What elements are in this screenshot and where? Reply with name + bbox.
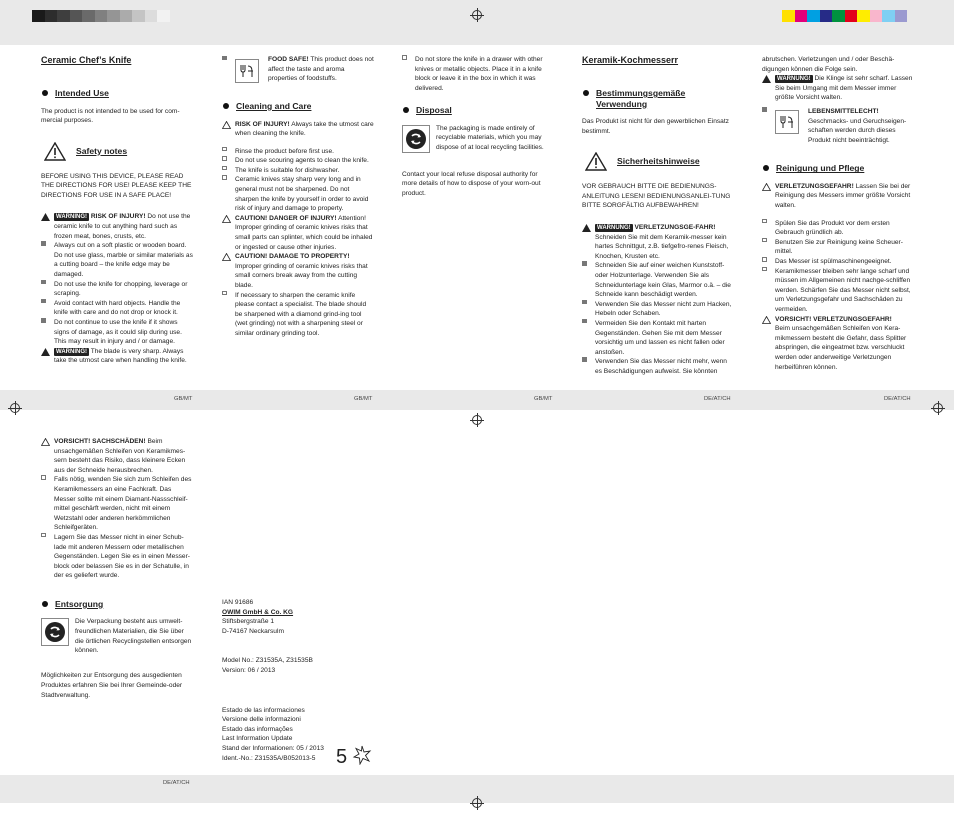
cleaning-list-de	[762, 219, 914, 315]
version: Version: 06 / 2013	[222, 666, 276, 674]
risk-text: Schneiden Sie mit dem Keramik-messer kein hartes Schnittgut, z.B. tiefgefro-renes Fleisch, Knochen, Krusten etc.	[595, 233, 729, 260]
safety-list	[41, 241, 193, 347]
food-safe-text: This product does not affect the taste and aroma properties of foodstuffs.	[268, 56, 374, 83]
risk-text: Lassen Sie bei der Reinigung des Messers immer größte Vorsicht walten.	[775, 182, 911, 210]
caution-text-de: Beim unsachgemäßen Schleifen von Kera-mikmessern besteht die Gefahr, dass Splitter abspringen, die eingeatmet bzw. verschluckt werden oder anderweitige Verletzungen herbeiführen können.	[775, 325, 907, 371]
color-swatch	[870, 10, 883, 22]
risk-label: VERLETZUNGSGEFAHR!	[775, 182, 854, 190]
risk-block-de	[762, 182, 914, 211]
top-band	[0, 0, 954, 45]
column-6	[41, 437, 193, 708]
color-swatch	[32, 10, 45, 22]
caution-sach-text: Beim unsachgemäßen Schleifen von Keramikmes-sern besteht das Risiko, dass kleinere Ecken aus der Schneide herausbrechen.	[54, 438, 186, 474]
food-label-de: LEBENSMITTELECHT!	[808, 107, 879, 115]
company-street: Stiftsbergstraße 1	[222, 618, 275, 626]
info-line: Estado de las informaciones	[222, 706, 305, 714]
continued-text: abrutschen. Verletzungen und / oder Beschä-digungen können die Folge sein.	[762, 56, 895, 73]
color-swatch	[57, 10, 70, 22]
warning-outline-icon	[222, 215, 231, 223]
list-item: Do not use scouring agents to clean the knife.	[222, 156, 374, 166]
warning-small-icon	[582, 224, 591, 232]
bestimmung-text: Das Produkt ist nicht für den gewerblichen Einsatz bestimmt.	[582, 118, 729, 135]
food-block-de	[762, 107, 914, 145]
storage-list	[402, 55, 554, 93]
warning-badge: WARNUNG!	[777, 76, 811, 83]
entsorgung-text: Die Verpackung besteht aus umwelt-freundlichen Materialien, die Sie über die örtlichen Recyclingstellen entsorgen können.	[75, 618, 192, 655]
safety-heading-row	[41, 140, 193, 166]
list-item: The knife is suitable for dishwasher.	[222, 166, 374, 176]
registration-mark-top	[472, 10, 482, 20]
info-line: Ident.-No.: Z31535A/B052013-5	[222, 754, 316, 762]
warning-blade-block-de	[762, 74, 914, 103]
warning-outline-icon	[222, 121, 231, 129]
column-4	[582, 55, 734, 376]
list-item: Lagern Sie das Messer nicht in einer Schub-lade mit anderen Messern oder metallischen Gegenständen. Legen Sie es in einen Messer-block oder belassen Sie es in der Schatulle, in der es geliefert wurde.	[41, 533, 193, 581]
title-de: Keramik-Kochmesserr	[582, 55, 679, 65]
color-swatch	[45, 10, 58, 22]
color-swatch	[145, 10, 158, 22]
recycling-icon	[402, 125, 430, 153]
food-safe-label: FOOD SAFE!	[268, 56, 309, 63]
caution-injury-label: CAUTION! DANGER OF INJURY!	[235, 214, 337, 222]
warning-badge: WARNING!	[56, 214, 87, 221]
before-use-notice-de: VOR GEBRAUCH BITTE DIE BEDIENUNGS-ANLEITUNG LESEN! BEDIENUNGSANLEI-TUNG BITTE SORGFÄLTIG AUFBEWAHREN!	[582, 183, 731, 210]
sicherheit-heading-row	[582, 150, 734, 176]
color-swatch	[795, 10, 808, 22]
entsorgung-block	[41, 617, 193, 661]
warning-outline-icon	[41, 438, 50, 446]
caution-label-de: VORSICHT! VERLETZUNGSGEFAHR!	[775, 315, 892, 323]
list-item: Rinse the product before first use.	[222, 147, 374, 157]
food-text-de: Geschmacks- und Geruchseigen-schaften werden durch dieses Produkt nicht beeinträchtigt.	[808, 117, 907, 144]
contact-text: Contact your local refuse disposal authority for more details of how to dispose of your worn-out product.	[402, 170, 541, 198]
registration-mark-mid	[472, 415, 482, 425]
color-swatch	[157, 10, 170, 22]
registration-mark-left	[10, 403, 20, 413]
warning-outline-icon	[222, 253, 231, 261]
info-line: Last Information Update	[222, 735, 293, 743]
warning-blade-text: The blade is very sharp. Always take the utmost care when handling the knife.	[54, 347, 187, 365]
list-item: Ceramic knives stay sharp very long and in general must not be sharpened. Do not sharpen the knife by yourself in order to avoid risk of injury and damage to property.	[222, 175, 374, 213]
food-safe-block	[222, 55, 374, 85]
color-swatch	[857, 10, 870, 22]
warning-badge: WARNING!	[56, 348, 87, 355]
intended-text: The product is not intended to be used for com-mercial purposes.	[41, 107, 180, 125]
footer-label-3: GB/MT	[534, 396, 553, 402]
list-item: Vermeiden Sie den Kontakt mit harten Gegenständen. Gehen Sie mit dem Messer vorsichtig um und lassen es nicht fallen oder anstoßen.	[582, 319, 734, 357]
heading-reinigung: Reinigung und Pflege	[762, 163, 914, 174]
column-5	[762, 55, 914, 372]
footer-label-6: DE/AT/CH	[163, 780, 190, 786]
before-use-notice: BEFORE USING THIS DEVICE, PLEASE READ THE DIRECTIONS FOR USE! PLEASE KEEP THE DIRECTIONS FOR USE IN A SAFE PLACE!	[41, 172, 192, 199]
model-number: Model No.: Z31535A, Z31535B	[222, 657, 313, 665]
warning-small-icon	[41, 213, 50, 221]
title-en: Ceramic Chef’s Knife	[41, 55, 132, 65]
sharpen-list	[222, 291, 374, 339]
risk-label: VERLETZUNGSGE-FAHR!	[634, 223, 716, 231]
safety-list-de	[582, 261, 734, 376]
food-safe-icon	[235, 59, 259, 83]
list-item: Avoid contact with hard objects. Handle the knife with care and do not drop or knock it.	[41, 299, 193, 318]
list-item: Do not continue to use the knife if it shows signs of damage, as it could slip during use. This may result in injury and / or damage.	[41, 318, 193, 347]
warning-outline-icon	[762, 183, 771, 191]
warning-risk-block-de	[582, 223, 734, 261]
color-swatch	[95, 10, 108, 22]
color-swatch	[882, 10, 895, 22]
warning-blade-text-de: Die Klinge ist sehr scharf. Lassen Sie beim Umgang mit dem Messer immer größte Vorsicht walten.	[775, 75, 913, 102]
warning-small-icon	[41, 348, 50, 356]
footer-label-4: DE/AT/CH	[704, 396, 731, 402]
footer-label-1: GB/MT	[174, 396, 193, 402]
middle-band	[0, 390, 954, 410]
star-icon	[352, 745, 372, 765]
list-item: Falls nötig, wenden Sie sich zum Schleifen des Keramikmessers an eine Fachkraft. Das Messer sollte mit einem Diamant-Nassschleif-mittel geschärft werden, nicht mit einem Wetzstahl oder anderen herkömmlichen Schleifgeräten.	[41, 475, 193, 533]
list-item: Verwenden Sie das Messer nicht zum Hacken, Hebeln oder Schaben.	[582, 300, 734, 319]
heading-cleaning: Cleaning and Care	[222, 101, 374, 112]
caution-property-text: Improper grinding of ceramic knives risks that small corners break away from the cutting blade.	[235, 262, 368, 289]
disposal-text: The packaging is made entirely of recyclable materials, which you may dispose of at local recycling facilities.	[436, 124, 544, 152]
warning-triangle-icon	[44, 142, 66, 161]
caution-injury-block	[222, 214, 374, 252]
list-item: Do not store the knife in a drawer with other knives or metallic objects. Place it in a knife block or leave it in the box in which it was delivered.	[402, 55, 554, 93]
risk-text: Always take the utmost care when cleaning the knife.	[235, 120, 374, 138]
list-item: If necessary to sharpen the ceramic knife please contact a specialist. The blade should be sharpened with a diamond grind-ing tool (wet grinding) not with a sharpening steel or similar ordinary grinding tool.	[222, 291, 374, 339]
footer-label-5: DE/AT/CH	[884, 396, 911, 402]
warning-outline-icon	[762, 316, 771, 324]
list-item: Das Messer ist spülmaschinengeeignet.	[762, 257, 914, 267]
sicherheit-heading: Sicherheitshinweise	[617, 156, 700, 167]
heading-bestimmung: Bestimmungsgemäße Verwendung	[582, 88, 734, 109]
risk-label: RISK OF INJURY!	[90, 213, 146, 221]
footer-label-2: GB/MT	[354, 396, 373, 402]
heading-entsorgung: Entsorgung	[41, 599, 193, 610]
caution-injury-text: Attention! Improper grinding of ceramic knives risks that small parts can splinter, which could be inhaled or ingested or cause other injuries.	[235, 214, 373, 251]
column-1	[41, 55, 193, 366]
safety-heading: Safety notes	[76, 145, 128, 156]
registration-mark-bottom	[472, 798, 482, 808]
list-item: Do not use the knife for chopping, leverage or scraping.	[41, 280, 193, 299]
list-item: Benutzen Sie zur Reinigung keine Scheuer-mittel.	[762, 238, 914, 257]
entsorgung-text-2: Möglichkeiten zur Entsorgung des ausgedienten Produktes erfahren Sie bei Ihrer Gemeinde-oder Stadtverwaltung.	[41, 672, 183, 699]
heading-intended-use: Intended Use	[41, 88, 193, 99]
color-swatch	[832, 10, 845, 22]
recycling-icon	[41, 618, 69, 646]
company-name: OWIM GmbH & Co. KG	[222, 608, 294, 616]
ian-number: IAN 91686	[222, 599, 254, 606]
color-swatch	[807, 10, 820, 22]
color-swatch	[120, 10, 133, 22]
risk-label: RISK OF INJURY!	[235, 120, 290, 128]
sach-list	[41, 475, 193, 581]
info-line: Stand der Informationen: 05 / 2013	[222, 744, 324, 752]
column-3	[402, 55, 554, 207]
warning-small-icon	[762, 75, 771, 83]
color-swatch	[820, 10, 833, 22]
info-line: Versione delle informazioni	[222, 716, 301, 724]
page-number: 5	[336, 746, 348, 768]
warning-badge: WARNUNG!	[597, 224, 631, 231]
caution-block-de	[762, 315, 914, 373]
heading-disposal: Disposal	[402, 105, 554, 116]
color-swatch	[845, 10, 858, 22]
risk-text: Do not use the ceramic knife to cut anything hard such as frozen meat, bones, crusts, etc.	[54, 213, 191, 240]
list-item: Verwenden Sie das Messer nicht mehr, wenn es Beschädigungen aufweist. Sie könnten	[582, 357, 734, 376]
color-swatch	[70, 10, 83, 22]
registration-mark-right	[933, 403, 943, 413]
food-safe-icon	[775, 110, 799, 134]
warning-risk-block	[41, 212, 193, 241]
color-swatch	[82, 10, 95, 22]
company-city: D-74167 Neckarsulm	[222, 627, 284, 635]
list-item: Keramikmesser bleiben sehr lange scharf und müssen im Allgemeinen nicht nachge-schliffen werden. Schärfen Sie das Messer nicht selbst, um Verletzungsgefahr und Sachschäden zu vermeiden.	[762, 267, 914, 315]
color-swatch	[132, 10, 145, 22]
color-swatch	[895, 10, 908, 22]
caution-property-label: CAUTION! DAMAGE TO PROPERTY!	[235, 253, 350, 261]
info-line: Estado das informações	[222, 725, 293, 733]
list-item: Schneiden Sie auf einer weichen Kunststoff-oder Holzunterlage. Verwenden Sie als Schneidunterlage kein Glas, Marmor o.ä. – die Schneide kann beschädigt werden.	[582, 261, 734, 299]
warning-triangle-icon	[585, 152, 607, 171]
color-swatch	[107, 10, 120, 22]
caution-sach-label: VORSICHT! SACHSCHÄDEN!	[54, 438, 146, 445]
caution-property-block	[222, 252, 374, 290]
column-2	[222, 55, 374, 339]
list-item: Always cut on a soft plastic or wooden board. Do not use glass, marble or similar materials as a cutting board – the knife edge may be damaged.	[41, 241, 193, 279]
color-swatch	[782, 10, 795, 22]
warning-blade-block	[41, 347, 193, 366]
disposal-block	[402, 124, 554, 158]
risk-block	[222, 120, 374, 139]
caution-sach-block	[41, 437, 193, 475]
cleaning-list	[222, 147, 374, 214]
list-item: Spülen Sie das Produkt vor dem ersten Gebrauch gründlich ab.	[762, 219, 914, 238]
imprint	[222, 598, 392, 763]
